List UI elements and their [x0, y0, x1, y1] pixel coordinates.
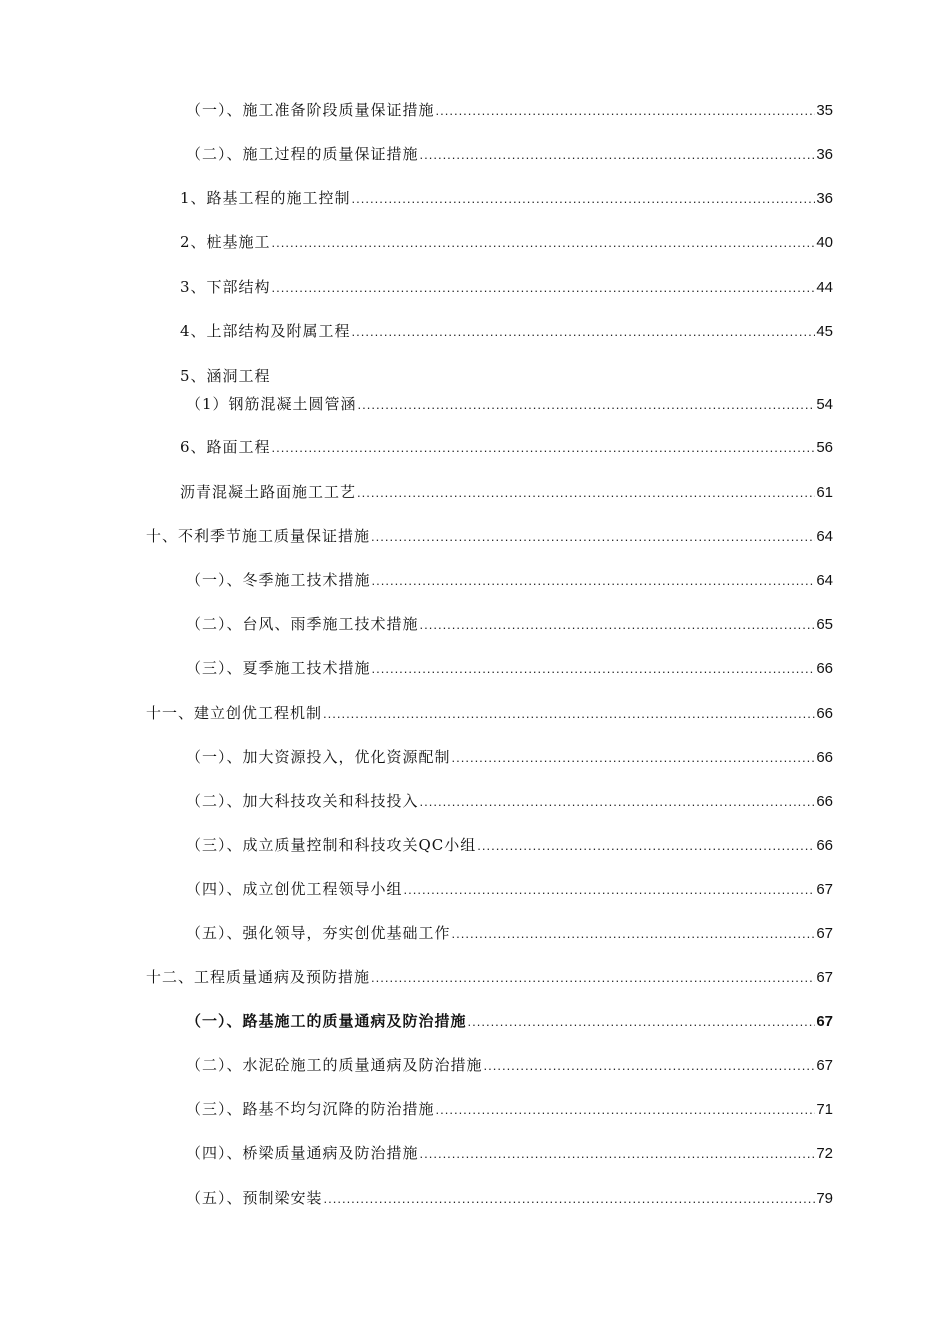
toc-entry[interactable] — [186, 570, 833, 590]
toc-dot-leader — [477, 836, 815, 856]
toc-dot-leader — [372, 571, 816, 591]
toc-entry-page: 66 — [816, 749, 833, 766]
toc-entry-page: 66 — [816, 660, 833, 677]
toc-entry-title: （一）、施工准备阶段质量保证措施 — [186, 101, 435, 119]
toc-dot-leader — [352, 322, 816, 342]
toc-dot-leader — [272, 233, 816, 253]
toc-dot-leader — [358, 395, 816, 415]
toc-dot-leader — [372, 659, 816, 679]
toc-dot-leader — [452, 748, 816, 768]
toc-entry[interactable] — [180, 482, 833, 502]
toc-entry-page: 79 — [816, 1190, 833, 1207]
toc-entry-page: 44 — [816, 279, 833, 296]
toc-dot-leader — [420, 145, 816, 165]
toc-entry-title: （三）、路基不均匀沉降的防治措施 — [186, 1100, 435, 1118]
toc-entry[interactable] — [186, 1099, 833, 1119]
toc-entry-page: 36 — [816, 190, 833, 207]
toc-entry-page: 66 — [816, 837, 833, 854]
toc-entry[interactable] — [186, 1011, 833, 1031]
toc-dot-leader — [452, 924, 816, 944]
toc-entry[interactable] — [186, 835, 833, 855]
toc-entry[interactable] — [146, 526, 833, 546]
toc-entry-page: 67 — [816, 881, 833, 898]
toc-entry-title: 十、不利季节施工质量保证措施 — [146, 527, 371, 545]
toc-entry-page: 64 — [816, 528, 833, 545]
toc-entry-page: 61 — [816, 484, 833, 501]
toc-entry-title: 十一、建立创优工程机制 — [146, 704, 323, 722]
toc-entry-title: 4、上部结构及附属工程 — [180, 322, 351, 340]
toc-entry-page: 40 — [816, 234, 833, 251]
toc-entry-title: （二）、水泥砼施工的质量通病及防治措施 — [186, 1056, 483, 1074]
toc-entry-page: 66 — [816, 793, 833, 810]
toc-dot-leader — [436, 101, 816, 121]
toc-entry-title: （一）、路基施工的质量通病及防治措施 — [186, 1012, 467, 1030]
toc-entry-page: 72 — [816, 1145, 833, 1162]
toc-entry-page: 56 — [816, 439, 833, 456]
toc-entry[interactable] — [186, 100, 833, 120]
toc-dot-leader — [323, 704, 815, 724]
toc-dot-leader — [352, 189, 816, 209]
toc-entry-page: 54 — [816, 396, 833, 413]
toc-entry-title: （三）、夏季施工技术措施 — [186, 659, 371, 677]
toc-entry[interactable] — [180, 232, 833, 252]
toc-dot-leader — [371, 527, 815, 547]
toc-entry-title: （五）、强化领导，夯实创优基础工作 — [186, 924, 451, 942]
toc-entry-page: 67 — [816, 925, 833, 942]
toc-entry[interactable] — [180, 321, 833, 341]
toc-entry[interactable] — [180, 277, 833, 297]
toc-entry-page: 67 — [816, 1013, 833, 1030]
toc-entry[interactable] — [186, 658, 833, 678]
toc-entry-title: （二）、加大科技攻关和科技投入 — [186, 792, 419, 810]
toc-entry-page: 67 — [816, 969, 833, 986]
toc-dot-leader — [272, 278, 816, 298]
toc-entry[interactable] — [180, 437, 833, 457]
toc-entry[interactable] — [180, 188, 833, 208]
toc-entry-page: 35 — [816, 102, 833, 119]
toc-entry-page: 64 — [816, 572, 833, 589]
toc-entry-title: 2、桩基施工 — [180, 233, 271, 251]
toc-entry[interactable] — [186, 747, 833, 767]
toc-dot-leader — [357, 483, 815, 503]
toc-dot-leader — [484, 1056, 816, 1076]
toc-dot-leader — [436, 1100, 816, 1120]
toc-entry-title: （四）、成立创优工程领导小组 — [186, 880, 403, 898]
toc-entry-title: （三）、成立质量控制和科技攻关QC小组 — [186, 836, 477, 854]
toc-dot-leader — [420, 615, 816, 635]
toc-dot-leader — [420, 792, 816, 812]
toc-entry-title: （一）、冬季施工技术措施 — [186, 571, 371, 589]
toc-entry-title: 1、路基工程的施工控制 — [180, 189, 351, 207]
toc-dot-leader — [420, 1144, 816, 1164]
toc-entry[interactable] — [146, 703, 833, 723]
toc-entry-title: （1）钢筋混凝土圆管涵 — [186, 395, 357, 413]
toc-entry-title: （二）、台风、雨季施工技术措施 — [186, 615, 419, 633]
toc-dot-leader — [404, 880, 816, 900]
toc-entry[interactable] — [186, 614, 833, 634]
toc-entry[interactable] — [186, 879, 833, 899]
toc-entry[interactable] — [146, 967, 833, 987]
toc-dot-leader — [272, 438, 816, 458]
toc-entry[interactable] — [186, 144, 833, 164]
toc-entry-page: 45 — [816, 323, 833, 340]
toc-entry-page: 71 — [816, 1101, 833, 1118]
toc-entry[interactable] — [186, 1188, 833, 1208]
toc-entry[interactable] — [186, 923, 833, 943]
toc-entry[interactable] — [186, 394, 833, 414]
toc-entry-page: 66 — [816, 705, 833, 722]
toc-entry-title: （二）、施工过程的质量保证措施 — [186, 145, 419, 163]
toc-entry[interactable] — [186, 1143, 833, 1163]
toc-dot-leader — [371, 968, 815, 988]
toc-entry-title: （一）、加大资源投入，优化资源配制 — [186, 748, 451, 766]
toc-entry-title: 沥青混凝土路面施工工艺 — [180, 483, 357, 501]
toc-entry-page: 65 — [816, 616, 833, 633]
toc-entry-title: （四）、桥梁质量通病及防治措施 — [186, 1144, 419, 1162]
toc-entry-title: 3、下部结构 — [180, 278, 271, 296]
toc-section-heading[interactable]: 5、涵洞工程 — [180, 367, 271, 385]
toc-entry-title: （五）、预制梁安装 — [186, 1189, 323, 1207]
toc-entry-title: 6、路面工程 — [180, 438, 271, 456]
toc-entry[interactable] — [186, 791, 833, 811]
toc-entry-title: 十二、工程质量通病及预防措施 — [146, 968, 371, 986]
toc-entry-page: 67 — [816, 1057, 833, 1074]
toc-entry[interactable] — [186, 1055, 833, 1075]
toc-entry-page: 36 — [816, 146, 833, 163]
toc-dot-leader — [468, 1012, 816, 1032]
toc-dot-leader — [324, 1189, 816, 1209]
